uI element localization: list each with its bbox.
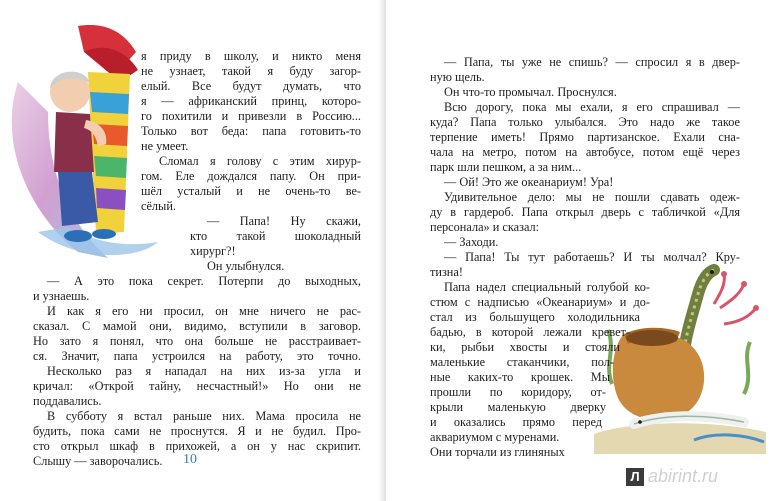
text-line: стюм с надписью «Океанариум» и до- [430,295,650,309]
text-line: тизна! [430,265,463,279]
watermark-text: abirint.ru [648,466,719,486]
text-line: кто такой шоколадный [190,229,361,243]
text-line: крыли маленькую дверку [430,400,606,414]
text-line: стал из большущего холодильника [430,310,640,324]
text-line: В субботу я встал раньше них. Мама просила не [47,409,361,423]
right-page [386,0,770,501]
text-line: прошли по коридору, от- [430,385,606,399]
text-line: ду в гардероб. Папа открыл дверь с табличкой «Для [430,205,740,219]
text-line: елый. Все будут думать, что [141,79,361,93]
text-line: Только вот беда: папа готовить-то [141,124,361,138]
text-line: персонала» и сказал: [430,220,540,234]
text-line: — Папа! Ну скажи, [207,214,361,228]
text-line: Он что-то промычал. Проснулся. [444,85,617,99]
left-page [0,0,384,501]
watermark-logo-letter: Л [626,468,644,486]
text-line: не узнает, такой я буду загор- [141,64,361,78]
text-line: И как я его ни просил, он мне ничего не рас- [47,304,361,318]
site-watermark [626,466,718,487]
text-line: — Заходи. [444,235,499,249]
text-line: кричал: «Открой тайну, несчастный!» Но они не [33,379,361,393]
text-line: не умеет. [141,139,189,153]
text-line: — Ой! Это же океанариум! Ура! [444,175,614,189]
text-line: маленькие стаканчики, пол- [430,355,614,369]
text-line: Удивительное дело: мы не пошли сдавать одеж- [444,190,740,204]
text-line: Слышу — заворочались. [33,454,163,468]
text-line: Он улыбнулся. [207,259,285,273]
text-line: Они торчали из глиняных [430,445,565,459]
text-line: сто открыл шкаф в прихожей, а он у нас скрипит. [33,439,361,453]
text-line: — Папа, ты уже не спишь? — спросил я в двер- [444,55,740,69]
text-line: Сломал я голову с этим хирур- [159,154,361,168]
text-line: аквариумом с муренами. [430,430,560,444]
text-line: терпение иметь! Прямо партизанское. Ехали сна- [430,130,740,144]
text-line: сказал. С мамой они, видимо, вступили в заговор. [33,319,361,333]
text-line: сёлый. [141,199,176,213]
text-line: Несколько раз я нападал на них из-за угла и [47,364,361,378]
text-line: я — африканский принц, которо- [141,94,361,108]
text-line: Папа надел специальный голубой ко- [444,280,650,294]
text-line: парк шли пешком, а за ним... [430,160,582,174]
text-line: куда? Папа только улыбался. Это надо же такое [430,115,740,129]
text-line: — А это пока секрет. Потерпи до выходных, [47,274,361,288]
text-line: и оказались прямо перед [430,415,602,429]
page-number: 10 [183,452,197,467]
text-line: ки, рыбьи хвосты и стояли [430,340,620,354]
text-line: хирург?! [190,244,236,258]
text-line: будить, пока сами не проснутся. Я и не будил. Про- [33,424,361,438]
text-line: чала на метро, потом на автобусе, потом ещё через [430,145,740,159]
text-line: я приду в школу, и никто меня [141,49,361,63]
text-line: и узнаешь. [33,289,90,303]
text-line: Но зато я понял, что она больше не расстраивает- [33,334,361,348]
text-line: поддавались. [33,394,102,408]
text-line: гом. Еле дождался папу. Он при- [141,169,361,183]
text-line: ся. Значит, папа устроился на работу, это точно. [33,349,361,363]
text-line: — Папа! Ты тут работаешь? И ты молчал? Кру- [444,250,740,264]
text-line: шёл усталый и не очень-то ве- [141,184,361,198]
text-line: бадью, в которой лежали кревет- [430,325,630,339]
text-line: ную щель. [430,70,485,84]
text-line: ные каких-то крошек. Мы [430,370,610,384]
text-line: го похитили и привезли в Россию... [141,109,361,123]
text-line: Всю дорогу, пока мы ехали, я его спрашивал — [444,100,740,114]
